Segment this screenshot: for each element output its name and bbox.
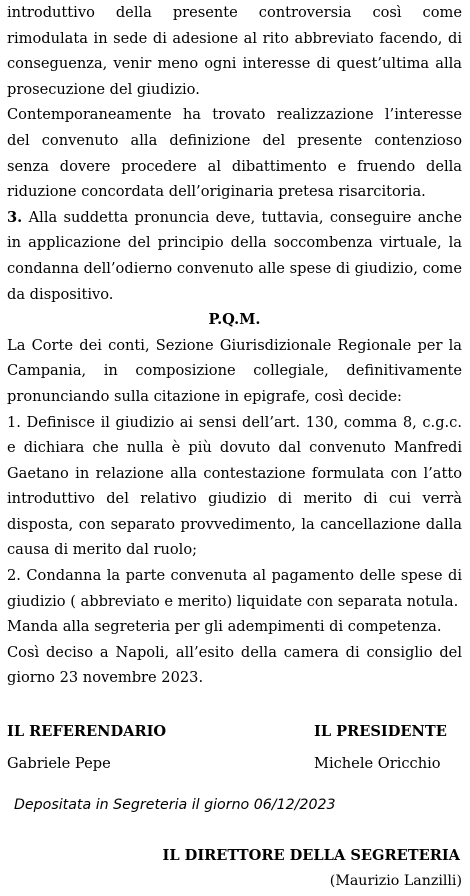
paragraph-corte-decide: La Corte dei conti, Sezione Giurisdizionale Regionale per la Campania, in composizione collegiale, definitivamente pronunciando sulla citazione in epigrafe, così decide: <box>7 336 462 405</box>
paragraph-closing-intro: introduttivo della presente controversia così come rimodulata in sede di adesione al rito abbreviato facendo, di conseguenza, venir meno ogni interesse di quest’ultima alla prosecuzione del giudizio. <box>7 4 462 98</box>
deposit-note: Depositata in Segreteria il giorno 06/12/2023 <box>14 797 336 813</box>
paragraph-number: 3. <box>7 208 23 226</box>
pqm-heading: P.Q.M. <box>208 311 261 329</box>
paragraph-soccombenza <box>7 205 462 307</box>
referendario-title: IL REFERENDARIO <box>7 723 167 740</box>
director-name: (Maurizio Lanzilli) <box>329 873 462 889</box>
signature-presidente <box>314 722 447 774</box>
paragraph-manda: Manda alla segreteria per gli adempimenti di competenza. <box>7 618 442 636</box>
paragraph-point-1: 1. Definisce il giudizio ai sensi dell’art. 130, comma 8, c.g.c. e dichiara che nulla è più dovuto dal convenuto Manfredi Gaetano in relazione alla contestazione formulata con l’atto introduttivo del relativo giudizio di merito di cui verrà disposta, con separato provvedimento, la cancellazione dalla causa di merito dal ruolo; <box>7 413 462 559</box>
director-title: IL DIRETTORE DELLA SEGRETERIA <box>162 847 460 864</box>
presidente-name: Michele Oricchio <box>314 755 441 772</box>
paragraph-cosi-deciso: Così deciso a Napoli, all’esito della camera di consiglio del giorno 23 novembre 2023. <box>7 643 462 687</box>
paragraph-convenuto-interest: Contemporaneamente ha trovato realizzazione l’interesse del convenuto alla definizione del presente contenzioso senza dovere procedere al dibattimento e fruendo della riduzione concordata dell’originaria pretesa risarcitoria. <box>7 106 462 201</box>
paragraph-soccombenza-text: Alla suddetta pronuncia deve, tuttavia, conseguire anche in applicazione del principio della soccombenza virtuale, la condanna dell’odierno convenuto alle spese di giudizio, come da dispositivo. <box>7 208 463 303</box>
referendario-name: Gabriele Pepe <box>7 755 111 772</box>
paragraph-point-2: 2. Condanna la parte convenuta al pagamento delle spese di giudizio ( abbreviato e merito) liquidate con separata notula. <box>7 567 462 610</box>
signature-referendario <box>7 722 166 774</box>
presidente-title: IL PRESIDENTE <box>314 723 447 740</box>
decision-body <box>7 0 462 691</box>
